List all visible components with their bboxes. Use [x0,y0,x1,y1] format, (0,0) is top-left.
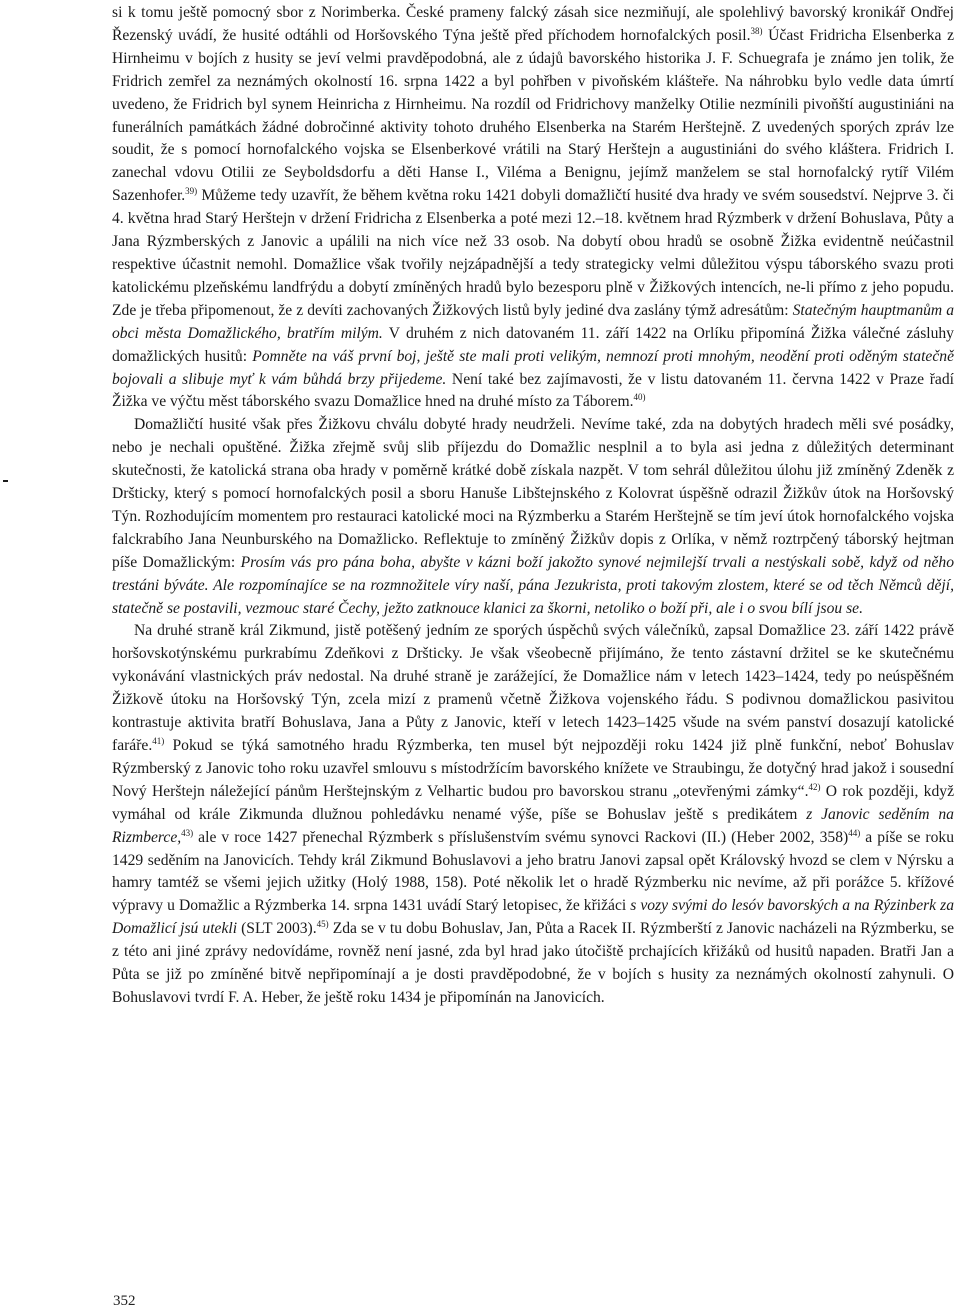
text-run: O rok později, když vymáhal od krále Zikmunda dlužnou pohledávku nenamé výše, píše se Bohuslav ještě s predikátem [112,782,954,823]
text-column [112,2,954,1010]
italic-quotation: s vozy svými do lesóv bavorských a na Rýzinberk za Domažlicí jsú utekli [112,897,954,938]
footnote-reference: 42) [808,781,821,792]
paragraph [112,620,954,1009]
text-run: Pokud se týká samotného hradu Rýzmberka, ten musel být nejpozději roku 1424 již plně funkční, neboť Bohuslav Rýzmberský z Janovic toho roku uzavřel smlouvu s místodržícím bavorského knížete ve Straubingu, že dotyčný hrad jakož i sousední Nový Herštejn náležející pánům Herštejnským z Velhartic budou pro bavorskou stranu „otevřenými zámky“. [112,737,954,800]
text-run: (SLT 2003). [237,920,317,938]
footnote-reference: 41) [152,736,165,746]
page-number: 352 [113,1293,136,1309]
footnote-reference: 44) [848,827,861,838]
footnote-reference: 40) [633,392,646,403]
italic-quotation: Statečným hauptmanům a obci města Domažlického, bratřím milým. [112,301,954,342]
text-run: Není také bez zajímavosti, že v listu datovaném 11. června 1422 v Praze řadí Žižka ve výčtu měst táborského svazu Domažlice hned na druhé místo za Táborem. [112,370,954,411]
footnote-reference: 43) [181,827,194,838]
margin-dash-mark [3,480,8,482]
text-run: V druhém z nich datovaném 11. září 1422 na Orlíku připomíná Žižka válečné zásluhy domažlických husitů: [112,324,954,365]
italic-quotation: Prosím vás pro pána boha, abyšte v kázni boží jakožto synové nejmilejší trvali a nestýskali sobě, když od něho trestáni býváte. Ale rozpomínajíce se na rozmnožitele víry naší, pána Jezukrista, proti takovým zlostem, které se od těch Němců dějí, statečně se postavili, vezmouc staré Čechy, ježto zatknouce klanici za škorni, netoliko o boží při, ale i o svou bílí jsou se. [112,553,954,617]
text-run: Domažličtí husité však přes Žižkovu chválu dobyté hrady neudrželi. Nevíme také, zda na dobytých hradech měli své posádky, nebo je nechali opuštěné. Žižka zřejmě svůj slib příjezdu do Domažlic nesplnil a to byla asi jedna z důležitých determinant skutečnosti, že katolická strana oba hrady v poměrně krátké době získala nazpět. V tom sehrál důležitou úlohu již zmíněný Zdeněk z Dršticky, který s pomocí hornofalckých posil a sboru Hanuše Libštejnského z Kolovrat úspěšně odrazil Žižkův útok na Horšovský Týn. Rozhodujícím momentem pro restauraci katolické moci na Rýzmberku a Starém Herštejně se tím jeví útok hornofalckého vojska falckrabího Jana Neunburského na Domažlicko. Reflektuje to zmíněný Žižkův dopis z Orlíka, v němž roztrpčený táborský hejtman píše Domažlickým: [112,416,954,571]
text-run: Na druhé straně král Zikmund, jistě potěšený jedním ze sporých úspěchů svých válečníků, zapsal Domažlice 23. září 1422 právě horšovskotýnskému purkrabímu Zdeňkovi z Dršticky. Je však všeobecně přijímáno, že tento zástavní držitel se ke skutečnému vykonávání vlastnických práv nedostal. Na druhé straně je zarážející, že Domažlice nám v letech 1423–1424, tedy po neúspěšném Žižkově útoku na Horšovský Týn, zcela mizí z pramenů včetně Žižkova vojenského řádu. S podivnou domažlickou pasivitou kontrastuje aktivita bratří Bohuslava, Jana a Půty z Janovic, kteří v letech 1423–1425 všude na svém panství dosazují katolické faráře. [112,622,954,754]
footnote-reference: 38) [750,25,763,36]
footnote-reference: 39) [185,186,198,197]
paragraph [112,414,954,620]
text-run: ale v roce 1427 přenechal Rýzmberk s příslušenstvím svému synovci Rackovi (II.) (Heber 2002, 358) [193,828,849,846]
italic-quotation: z Janovic seděním na Rizmberce, [112,805,954,846]
footnote-reference: 45) [316,919,329,930]
text-run: Můžeme tedy uzavřít, že během května roku 1421 dobyli domažličtí husité dva hrady ve svém sousedství. Nejprve 3. či 4. května hrad Starý Herštejn v držení Fridricha z Elsenberka a poté mezi 12.–18. květnem hrad Rýzmberk v držení Bohuslava, Půty a Jana Rýzmberských z Janovic a upálili na nich více než 33 osob. Na dobytí obou hradů se osobně Žižka evidentně neúčastnil respektive účastnit nemohl. Domažlice však tvořily nejzápadnější a tedy strategicky velmi důležitou výspu táborského svazu proti katolickému plzeňskému landfrýdu a dobytí zmíněných hradů bylo bezesporu plně v Žižkových intencích, ne-li přímo z jeho popudu. Zde je třeba připomenout, že z devíti zachovaných Žižkových listů byly jediné dva zaslány týmž adresátům: [112,187,954,319]
italic-quotation: Pomněte na váš první boj, ještě ste mali proti velikým, nemnozí proti mnohým, neodění proti oděným statečně bojovali a slibuje myť k vám bůhdá brzy přijedeme. [112,347,954,388]
text-run: a píše se roku 1429 seděním na Janovicích. Tehdy král Zikmund Bohuslavovi a jeho bratru Janovi zapsal opět Královský hvozd se clem v Nýrsku a hamry tamtéž se všemi jejich užitky (Holý 1988, 158). Poté několik let o hradě Rýzmberku nic nevíme, až při porážce 5. křížové výpravy u Domažlic a Rýzmberka 14. srpna 1431 uvádí Starý letopisec, že křižáci [112,828,954,915]
text-run: Zda se v tu dobu Bohuslav, Jan, Půta a Racek II. Rýzmberští z Janovic nacházeli na Rýzmberku, se z této ani jiné zprávy nedovídáme, rovněž není jasné, zda byl hrad jako útočiště prchajících křižáků od husitů napaden. Bratři Jan a Půta se již po zmíněné bitvě nepřipomínají a je dosti pravděpodobné, že v bojích s husity za neznámých okolností zahynuli. O Bohuslavovi tvrdí F. A. Heber, že ještě roku 1434 je připomínán na Janovicích. [112,920,954,1006]
paragraph [112,2,954,414]
text-run: Účast Fridricha Elsenberka z Hirnheimu v bojích z husity se jeví velmi pravděpodobná, ale z údajů bavorského historika J. F. Schuegrafa je známo jen tolik, že Fridrich zemřel za neznámých okolností 16. srpna 1422 a byl pohřben v pivoňském klášteře. Na náhrobku bylo vedle data úmrtí uvedeno, že Fridrich byl synem Heinricha z Hirnheimu. Na rozdíl od Fridrichovy manželky Otilie nezmínili pivoňští augustiniáni na funerálních památkách žádné dobročinné aktivity tohoto druhého Elsenberka na Starém Herštejně. Z uvedených sporých zpráv lze soudit, že s pomocí hornofalckého vojska se Elsenberkové vrátili na Starý Herštejn a augustiniáni do svého kláštera. Fridrich I. zanechal vdovu Otilii ze Seyboldsdorfu a děti Hanse I., Viléma a Benignu, jejímž manželem se stal hornofalcký rytíř Vilém Sazenhofer. [112,26,955,205]
page-body [112,2,954,1010]
text-run: si k tomu ještě pomocný sbor z Norimberka. České prameny falcký zásah sice nezmiňují, ale spolehlivý bavorský kronikář Ondřej Řezenský uvádí, že husité odtáhli od Horšovského Týna ještě před příchodem hornofalckých posil. [112,4,954,44]
